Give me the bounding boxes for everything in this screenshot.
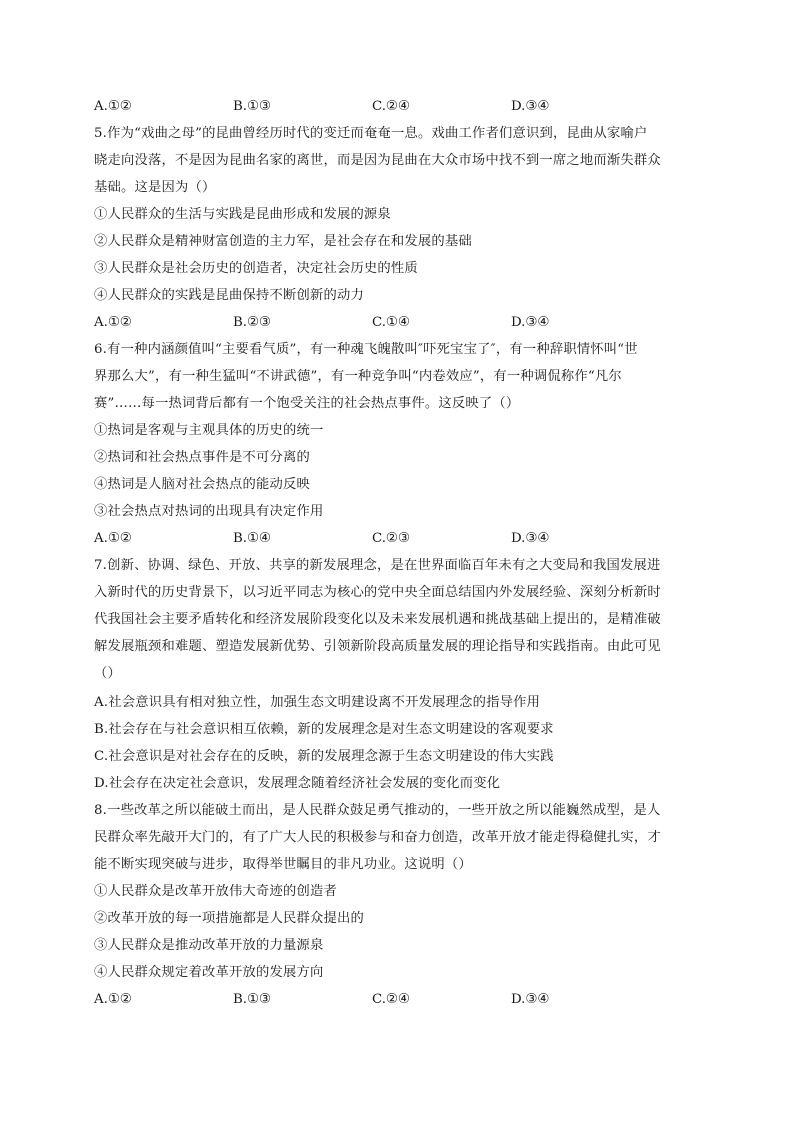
q5-statement: ②人民群众是精神财富创造的主力军，是社会存在和发展的基础 bbox=[94, 234, 472, 249]
q5-option-a: A.①② bbox=[94, 315, 132, 330]
q8-options bbox=[94, 991, 714, 1009]
q8-option-c: C.②④ bbox=[372, 992, 410, 1007]
q8-statement: ③人民群众是推动改革开放的力量源泉 bbox=[94, 938, 324, 953]
q5-option-b: B.②③ bbox=[233, 315, 271, 330]
q6-statement: ④热词是人脑对社会热点的能动反映 bbox=[94, 477, 310, 492]
q7-choice-b: B.社会存在与社会意识相互依赖，新的发展理念是对生态文明建设的客观要求 bbox=[94, 722, 554, 737]
q8-statement: ②改革开放的每一项措施都是人民群众提出的 bbox=[94, 911, 364, 926]
q6-statement: ②热词和社会热点事件是不可分离的 bbox=[94, 450, 310, 465]
q5-statement: ①人民群众的生活与实践是昆曲形成和发展的源泉 bbox=[94, 207, 391, 222]
q4-option-c: C.②④ bbox=[372, 99, 410, 114]
q5-option-c: C.①④ bbox=[372, 315, 410, 330]
q6-statement: ③社会热点对热词的出现具有决定作用 bbox=[94, 504, 324, 519]
q6-option-b: B.①④ bbox=[233, 531, 271, 546]
q4-options bbox=[94, 98, 714, 116]
q6-statement: ①热词是客观与主观具体的历史的统一 bbox=[94, 423, 324, 438]
q8-stem-line: 民群众率先敲开大门的，有了广大人民的积极参与和奋力创造，改革开放才能走得稳健扎实，才 bbox=[94, 830, 661, 845]
q6-stem-line: 赛”……每一热词背后都有一个饱受关注的社会热点事件。这反映了（） bbox=[94, 396, 520, 411]
q5-stem-line: 晓走向没落，不是因为昆曲名家的离世，而是因为昆曲在大众市场中找不到一席之地而渐失群众 bbox=[94, 153, 661, 168]
q6-option-d: D.③④ bbox=[511, 531, 550, 546]
q8-statement: ④人民群众规定着改革开放的发展方向 bbox=[94, 965, 324, 980]
q8-option-d: D.③④ bbox=[511, 992, 550, 1007]
q7-stem-line: （） bbox=[94, 666, 121, 681]
q5-statement: ④人民群众的实践是昆曲保持不断创新的动力 bbox=[94, 288, 364, 303]
q6-options bbox=[94, 530, 714, 548]
q8-stem-line: 8.一些改革之所以能破土而出，是人民群众鼓足勇气推动的，一些开放之所以能巍然成型，是人 bbox=[94, 803, 661, 818]
q5-statement: ③人民群众是社会历史的创造者，决定社会历史的性质 bbox=[94, 261, 418, 276]
q6-option-a: A.①② bbox=[94, 531, 132, 546]
q5-options bbox=[94, 314, 714, 332]
q7-choice-c: C.社会意识是对社会存在的反映，新的发展理念源于生态文明建设的伟大实践 bbox=[94, 749, 554, 764]
q7-stem-line: 入新时代的历史背景下，以习近平同志为核心的党中央全面总结国内外发展经验、深刻分析新时 bbox=[94, 585, 661, 600]
q5-option-d: D.③④ bbox=[511, 315, 550, 330]
q6-option-c: C.②③ bbox=[372, 531, 410, 546]
q4-option-d: D.③④ bbox=[511, 99, 550, 114]
q4-option-a: A.①② bbox=[94, 99, 132, 114]
q7-stem-line: 7.创新、协调、绿色、开放、共享的新发展理念，是在世界面临百年未有之大变局和我国发展进 bbox=[94, 558, 661, 573]
q7-choice-a: A.社会意识具有相对独立性，加强生态文明建设离不开发展理念的指导作用 bbox=[94, 695, 541, 710]
q8-stem-line: 能不断实现突破与进步，取得举世瞩目的非凡功业。这说明（） bbox=[94, 857, 472, 872]
q7-stem-line: 解发展瓶颈和难题、塑造发展新优势、引领新阶段高质量发展的理论指导和实践指南。由此可见 bbox=[94, 639, 661, 654]
q6-stem-line: 6.有一种内涵颜值叫“主要看气质”，有一种魂飞魄散叫″吓死宝宝了″，有一种辞职情怀叫“世 bbox=[94, 342, 638, 357]
q6-stem-line: 界那么大”，有一种生猛叫“不讲武德”，有一种竞争叫“内卷效应”，有一种调侃称作“凡尔 bbox=[94, 369, 622, 384]
q8-statement: ①人民群众是改革开放伟大奇迹的创造者 bbox=[94, 884, 337, 899]
q5-stem-line: 基础。这是因为（） bbox=[94, 180, 216, 195]
q8-option-a: A.①② bbox=[94, 992, 132, 1007]
q8-option-b: B.①③ bbox=[233, 992, 271, 1007]
q5-stem-line: 5.作为“戏曲之母”的昆曲曾经历时代的变迁而奄奄一息。戏曲工作者们意识到，昆曲从家喻户 bbox=[94, 126, 648, 141]
q7-stem-line: 代我国社会主要矛盾转化和经济发展阶段变化以及未来发展机遇和挑战基础上提出的，是精准破 bbox=[94, 612, 661, 627]
q7-choice-d: D.社会存在决定社会意识，发展理念随着经济社会发展的变化而变化 bbox=[94, 776, 501, 791]
q4-option-b: B.①③ bbox=[233, 99, 271, 114]
